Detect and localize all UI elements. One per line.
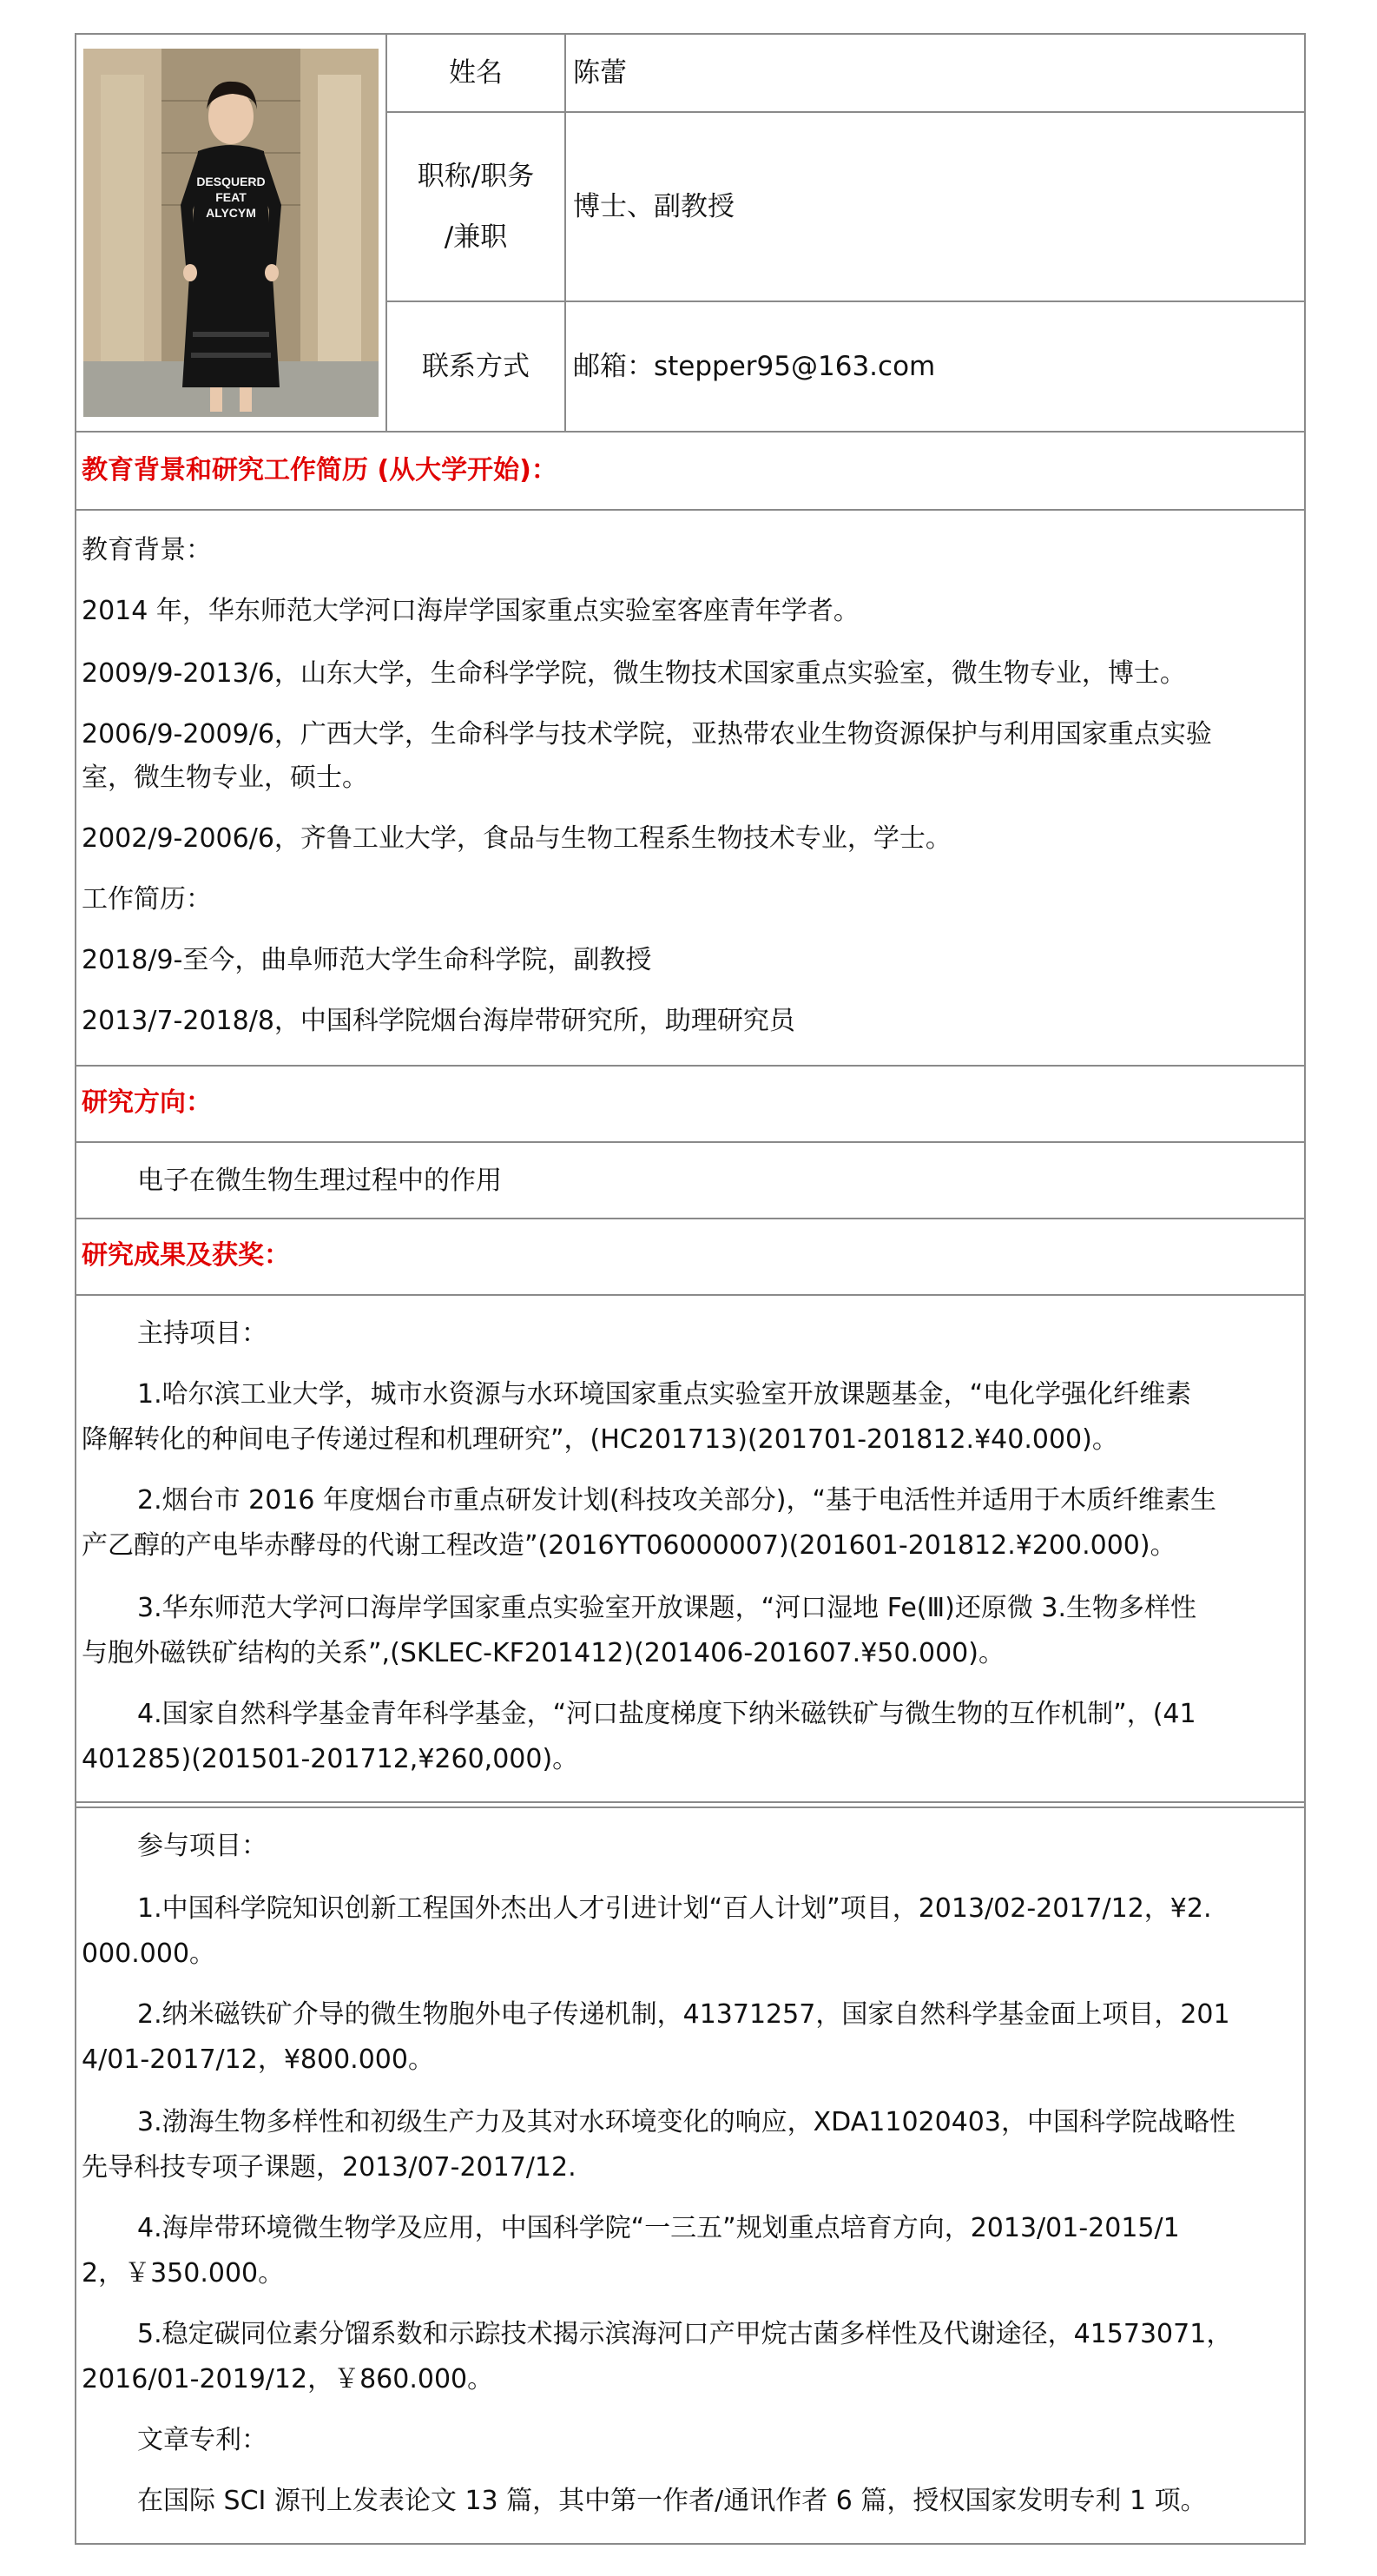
edu-item-3-line1: 2006/9-2009/6，广西大学，生命科学与技术学院，亚热带农业生物资源保护与利用国家重点实验 [82, 719, 1212, 750]
participated-line-3: 2.纳米磁铁矿介导的微生物胞外电子传递机制，41371257，国家自然科学基金面上项目，201 [137, 1999, 1230, 2030]
shirt-text-3: ALYCYM [206, 206, 256, 220]
participated-line-4: 4/01-2017/12，¥800.000。 [82, 2044, 434, 2075]
work-item-2: 2013/7-2018/8，中国科学院烟台海岸带研究所，助理研究员 [82, 1006, 795, 1036]
divider-education-title-bottom [76, 509, 1304, 511]
participated-line-9: 5.稳定碳同位素分馏系数和示踪技术揭示滨海河口产甲烷古菌多样性及代谢途径，41573071， [137, 2319, 1233, 2349]
name-label-text: 姓名 [449, 57, 503, 89]
divider-achievements-title-bottom [76, 1294, 1304, 1296]
participated-line-8: 2，￥350.000。 [82, 2258, 285, 2289]
edu-item-2: 2009/9-2013/6，山东大学，生命科学学院，微生物技术国家重点实验室，微生物专业，博士。 [82, 658, 1186, 689]
hosted-line-2: 降解转化的种间电子传递过程和机理研究”，(HC201713)(201701-201812.¥40.000)。 [82, 1424, 1118, 1455]
profile-photo [83, 49, 379, 417]
hosted-heading: 主持项目： [137, 1318, 267, 1349]
contact-email[interactable]: 邮箱：stepper95@163.com [573, 351, 936, 382]
papers-content: 在国际 SCI 源刊上发表论文 13 篇，其中第一作者/通讯作者 6 篇，授权国家发明专利 1 项。 [137, 2486, 1207, 2516]
title-label-line2: /兼职 [444, 221, 508, 253]
edu-item-4: 2002/9-2006/6，齐鲁工业大学，食品与生物工程系生物技术专业，学士。 [82, 823, 952, 854]
divider-research-title-bottom [76, 1141, 1304, 1143]
profile-sheet [75, 33, 1306, 2545]
participated-line-10: 2016/01-2019/12，￥860.000。 [82, 2364, 494, 2394]
work-heading: 工作简历： [82, 884, 212, 915]
profile-photo-image [83, 49, 379, 417]
title-value-text: 博士、副教授 [573, 191, 735, 222]
divider-research-title-top [76, 1065, 1304, 1067]
divider-education-title-top [76, 431, 1304, 433]
participated-line-2: 000.000。 [82, 1939, 216, 1969]
title-value [566, 113, 1304, 301]
hosted-line-3: 2.烟台市 2016 年度烟台市重点研发计划(科技攻关部分)，“基于电活性并适用于木质纤维素生 [137, 1485, 1216, 1516]
research-content: 电子在微生物生理过程中的作用 [137, 1166, 502, 1196]
research-section-title: 研究方向： [82, 1087, 212, 1118]
divider-participated-top [76, 1807, 1304, 1808]
participated-line-1: 1.中国科学院知识创新工程国外杰出人才引进计划“百人计划”项目，2013/02-2017/12，¥2. [137, 1893, 1212, 1924]
contact-label-text: 联系方式 [422, 351, 530, 382]
name-value [566, 35, 1304, 111]
hosted-line-7: 4.国家自然科学基金青年科学基金，“河口盐度梯度下纳米磁铁矿与微生物的互作机制”，(41 [137, 1699, 1196, 1729]
divider-hosted-bottom [76, 1801, 1304, 1803]
divider-achievements-title-top [76, 1218, 1304, 1219]
title-label-line1: 职称/职务 [417, 161, 535, 192]
participated-line-6: 先导科技专项子课题，2013/07-2017/12. [82, 2152, 576, 2183]
hosted-line-1: 1.哈尔滨工业大学，城市水资源与水环境国家重点实验室开放课题基金，“电化学强化纤维素 [137, 1379, 1192, 1410]
shirt-text-1: DESQUERD [196, 175, 266, 188]
hosted-line-8: 401285)(201501-201712,¥260,000)。 [82, 1744, 579, 1774]
participated-line-5: 3.渤海生物多样性和初级生产力及其对水环境变化的响应，XDA11020403，中国科学院战略性 [137, 2107, 1235, 2137]
name-label [387, 35, 564, 111]
edu-heading: 教育背景： [82, 535, 212, 565]
shirt-text-2: FEAT [215, 190, 247, 204]
contact-value [566, 302, 1304, 431]
papers-heading: 文章专利： [137, 2425, 267, 2455]
title-label [387, 113, 564, 301]
hosted-line-6: 与胞外磁铁矿结构的关系”,(SKLEC-KF201412)(201406-201607.¥50.000)。 [82, 1638, 1005, 1668]
work-item-1: 2018/9-至今，曲阜师范大学生命科学院，副教授 [82, 945, 652, 975]
contact-label [387, 302, 564, 431]
achievements-section-title: 研究成果及获奖： [82, 1240, 290, 1271]
hosted-line-4: 产乙醇的产电毕赤酵母的代谢工程改造”(2016YT06000007)(201601-201812.¥200.000)。 [82, 1530, 1176, 1561]
name-value-text: 陈蕾 [573, 57, 627, 89]
edu-item-3-line2: 室，微生物专业，硕士。 [82, 763, 368, 793]
education-section-title: 教育背景和研究工作简历 (从大学开始)： [82, 455, 557, 485]
participated-heading: 参与项目： [137, 1831, 267, 1861]
hosted-line-5: 3.华东师范大学河口海岸学国家重点实验室开放课题，“河口湿地 Fe(Ⅲ)还原微 3.生物多样性 [137, 1593, 1197, 1623]
participated-line-7: 4.海岸带环境微生物学及应用，中国科学院“一三五”规划重点培育方向，2013/01-2015/1 [137, 2213, 1180, 2243]
edu-item-1: 2014 年，华东师范大学河口海岸学国家重点实验室客座青年学者。 [82, 596, 860, 626]
